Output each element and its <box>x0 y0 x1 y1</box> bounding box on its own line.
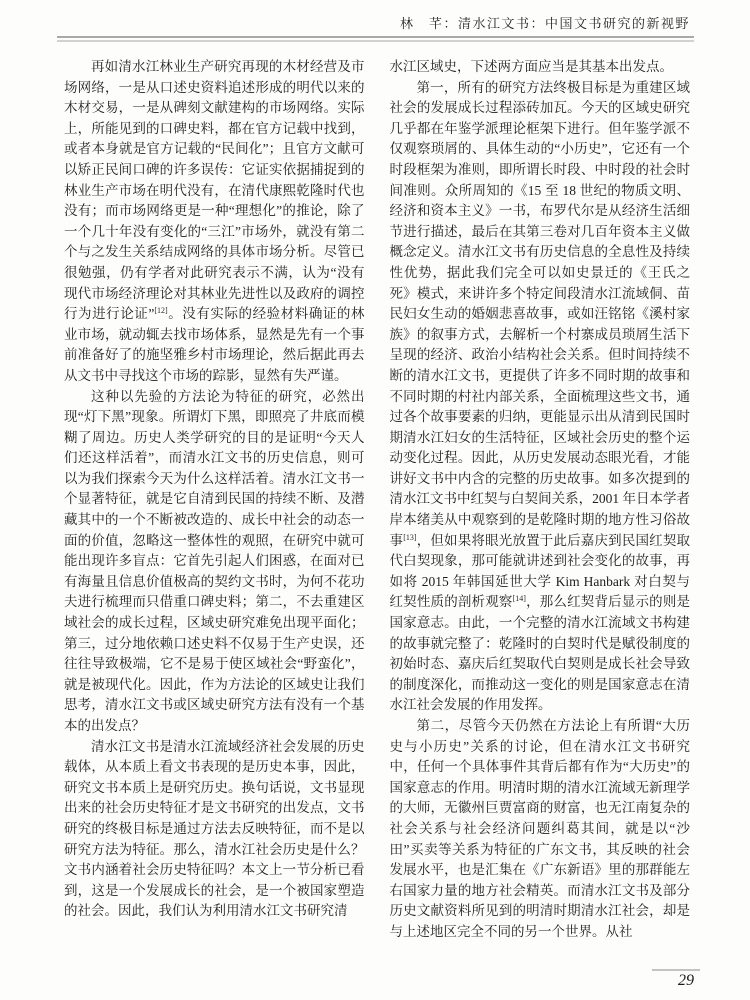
paragraph <box>64 57 365 387</box>
paragraph-text: 第二，尽管今天仍然在方法论上有所谓“大历史与小历史”关系的讨论，但在清水江文书研究中，任何一个具体事件其背后都有作为“大历史”的国家意志的作用。明清时期的清水江流域无新理学的大师，无徽州巨贾富商的财富，也无江南复杂的社会关系与社会经济问题纠葛其间，就是以“沙田”买卖等关系为特征的广东文书，其反映的社会发展水平，也是汇集在《广东新语》里的那群能左右国家力量的地方社会精英。而清水江文书及部分历史文献资料所见到的明清时期清水江社会，却是与上述地区完全不同的另一个世界。从社 <box>389 718 690 939</box>
paragraph <box>64 737 365 922</box>
running-head: 林 芊：清水江文书：中国文书研究的新视野 <box>399 16 690 31</box>
page-number-block <box>638 969 700 990</box>
page-number-rule <box>652 969 700 971</box>
paragraph-continuation <box>390 57 691 78</box>
page-number: 29 <box>678 972 694 989</box>
paragraph-text: ，但如果将眼光放置于此后嘉庆到民国红契取代白契现象，那可能就讲述到社会变化的故事，再如将 2015 年韩国延世大学 Kim Hanbark 对白契与红契性质的剖析观察 <box>389 532 691 610</box>
paragraph-text: ，那么红契背后显示的则是国家意志。由此，一个完整的清水江流域文书构建的故事就完整了：乾隆时的白契时代是赋役制度的初始时态、嘉庆后红契取代白契则是成长社会导致的制度深化，而推动这一变化的则是国家意志在清水江社会发展的作用发挥。 <box>389 594 691 713</box>
text-columns <box>64 57 690 943</box>
paragraph-text: 。没有实际的经验材料确证的林业市场，就动辄去找市场体系，显然是先有一个事前准备好了的施坚雅乡村市场理论，然后据此再去从文书中寻找这个市场的踪影，显然有失严谨。 <box>64 306 365 383</box>
paragraph <box>64 387 365 737</box>
paragraph <box>390 78 691 716</box>
header-rule <box>57 36 694 42</box>
text-column-right <box>390 57 691 943</box>
text-column-left <box>64 57 365 943</box>
paragraph-text: 第一，所有的研究方法终极目标是为重建区域社会的发展成长过程添砖加瓦。今天的区域史研究几乎都在年鉴学派理论框架下进行。但年鉴学派不仅观察琐屑的、具体生动的“小历史”，它还有一个时段框架为准则，即所谓长时段、中时段的社会时间准则。众所周知的《15 至 18 世纪的物质文明、经济和资本主义》一书，布罗代尔是从经济生活细节进行描述，最后在其第三卷对几百年资本主义做概念定义。清水江文书有历史信息的全息性及持续性优势，据此我们完全可以如史景迁的《王氏之死》模式，来讲许多个特定间段清水江流域侗、苗民妇女生动的婚姻悲喜故事，或如汪铭铭《溪村家族》的叙事方式，去解析一个村寨成员琐屑生活下呈现的经济、政治小结构社会关系。但时间持续不断的清水江文书，更提供了许多不同时期的故事和不同时期的村社内部关系，全面梳理这些文书，通过各个故事要素的归纳，更能显示出从清到民国时期清水江妇女的生活特征，区域社会历史的整个运动变化过程。因此，从历史发展动态眼光看，才能讲好文书中内含的完整的历史故事。如多次提到的清水江文书中红契与白契间关系，2001 年日本学者岸本绪美从中观察到的是乾隆时期的地方性习俗故事 <box>389 79 690 548</box>
paragraph-text: 水江区域史，下述两方面应当是其基本出发点。 <box>389 59 673 74</box>
citation-marker: [14] <box>512 594 526 604</box>
paragraph-text: 这种以先验的方法论为特征的研究，必然出现“灯下黑”现象。所谓灯下黑，即照亮了井底而模糊了周边。历史人类学研究的目的是证明“今天人们还这样活着”，而清水江文书的历史信息，则可以为我们探索今天为什么这样活着。清水江文书一个显著特征，就是它自清到民国的持续不断、及潜藏其中的一个不断被改造的、成长中社会的动态一面的价值，忽略这一整体性的观照，在研究中就可能出现许多盲点：它首先引起人们困惑，在面对已有海量且信息价值极高的契约文书时，为何不花功夫进行梳理而只借重口碑史料；第二，不去重建区域社会的成长过程，区域史研究难免出现平面化；第三，过分地依赖口述史料不仅易于生产史误，还往往导致极端，它不是易于使区域社会“野蛮化”，就是被现代化。因此，作为方法论的区域史让我们思考，清水江文书或区域史研究方法有没有一个基本的出发点？ <box>64 388 365 733</box>
paragraph-text: 清水江文书是清水江流域经济社会发展的历史载体，从本质上看文书表现的是历史本事，因此，研究文书本质上是研究历史。换句话说，文书显现出来的社会历史特征才是文书研究的出发点，文书研究的终极目标是通过方法去反映特征，而不是以研究方法为特征。那么，清水江社会历史是什么？文书内涵着社会历史特征吗？本文上一节分析已看到，这是一个发展成长的社会，是一个被国家塑造的社会。因此，我们认为利用清水江文书研究清 <box>64 738 365 919</box>
citation-marker: [13] <box>403 532 417 542</box>
paragraph <box>390 716 691 943</box>
citation-marker: [12] <box>154 306 168 316</box>
paragraph-text: 再如清水江林业生产研究再现的木材经营及市场网络，一是从口述史资料追述形成的明代以来的木材交易，一是从碑刻文献建构的市场网络。实际上，所能见到的口碑史料，都在官方记载中找到，或者本身就是官方记载的“民间化”；且官方文献可以矫正民间口碑的许多误传：它证实依据捕捉到的林业生产市场在明代没有，在清代康熙乾隆时代也没有；而市场网络更是一种“理想化”的推论，除了一个几十年没有变化的“三江”市场外，就没有第二个与之发生关系结成网络的具体市场分析。尽管已很勉强，仍有学者对此研究表示不满，认为“没有现代市场经济理论对其林业先进性以及政府的调控行为进行论证” <box>64 59 365 322</box>
